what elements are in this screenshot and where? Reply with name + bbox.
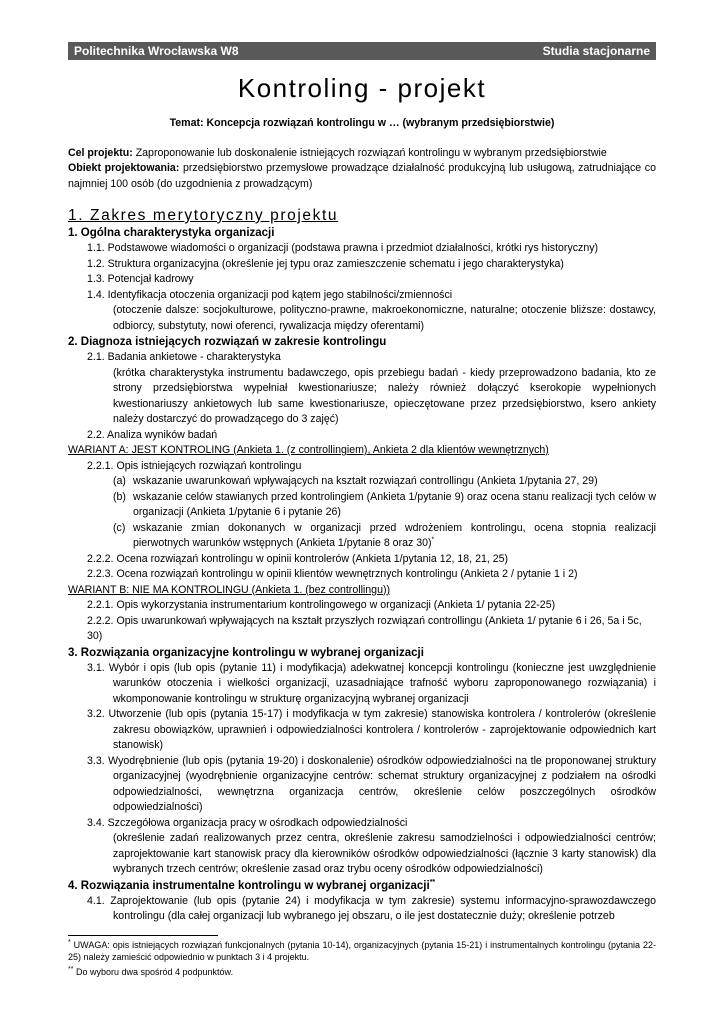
heading-4-text: 4. Rozwiązania instrumentalne kontrolingu w wybranej organizacji [68, 879, 430, 892]
footnote-2-mark: ** [68, 965, 74, 973]
item-1-2: 1.2. Struktura organizacyjna (określenie jej typu oraz zamieszczenie schematu i jego charakterystyka) [87, 257, 564, 270]
footnote-ref-2: ** [429, 878, 436, 886]
item-2-1-details: (krótka charakterystyka instrumentu badawczego, opis przebiegu badań - kiedy przeprowadzono badania, kto ze strony przedsiębiorstwa wypełniał kwestionariusze; należy również dołączyć kserokopie wypełnionych kwestionariuszy ankietowych lub same kwestionariusze, opieczętowane przez przedsiębiorstwo, ksero ankiety należy dostarczyć do prowadzącego do 3 zajęć) [113, 366, 656, 425]
section-title: 1. Zakres merytoryczny projektu [68, 207, 339, 224]
item-2-2: 2.2. Analiza wyników badań [87, 428, 218, 441]
item-b-2-2-2: 2.2.2. Opis uwarunkowań wpływających na kształt przyszłych rozwiązań controllingu (Ankieta 1/ pytanie 6 i 26, 5a i 5c, 30) [87, 614, 642, 642]
variant-b: WARIANT B: NIE MA KONTROLINGU (Ankieta 1. (bez controllingu)) [68, 583, 391, 596]
project-topic: Temat: Koncepcja rozwiązań kontrolingu w … (wybranym przedsiębiorstwie) [169, 117, 555, 129]
item-3-2: 3.2. Utworzenie (lub opis (pytania 15-17) i modyfikacja w tym zakresie) stanowiska kontrolera / kontrolerów (określenie zakresu obowiązków, uprawnień i odpowiedzialności kontrolera / kontrolerów - zaprojektowanie odpowiednich kart stanowisk) [87, 708, 656, 751]
subitem-c-text: wskazanie zmian dokonanych w organizacji przed wdrożeniem kontrolingu, ocena stopnia realizacji pierwotnych warunków wstępnych (Ankieta 1/pytanie 8 oraz 30) [133, 521, 656, 549]
item-1-4-details: (otoczenie dalsze: socjokulturowe, polityczno-prawne, makroekonomiczne, naturalne; otoczenie bliższe: dostawcy, odbiorcy, substytuty, nowi oferenci, rywalizacja między oferentami) [113, 304, 656, 332]
item-3-3: 3.3. Wyodrębnienie (lub opis (pytania 19-20) i doskonalenie) ośrodków odpowiedzialności na tle proponowanej struktury organizacyjnej (wyodrębnienie organizacyjne centrów: schemat struktury organizacyjnej z podziałem na ośrodki odpowiedzialności, wewnętrzna organizacja centrów, określenie celów poszczególnych ośrodków odpowiedzialności) [87, 754, 656, 813]
item-4-1: 4.1. Zaprojektowanie (lub opis (pytanie 24) i modyfikacja w tym zakresie) systemu informacyjno-sprawozdawczego kontrolingu (dla całej organizacji lub wybranego jej obszaru, o ile jest dostatecznie duży; określenie potrzeb [87, 894, 656, 922]
footnote-ref-1: * [431, 536, 435, 544]
footnote-separator [68, 935, 218, 936]
footnote-1 [68, 939, 656, 963]
header-bar [68, 42, 656, 60]
document-title: Kontroling - projekt [237, 73, 487, 103]
subitem-a-text: wskazanie uwarunkowań wpływających na kształt rozwiązań controllingu (Ankieta 1/pytania 27, 29) [133, 475, 598, 487]
heading-4 [68, 878, 656, 894]
goal-text: Zaproponowanie lub doskonalenie istniejących rozwiązań kontrolingu w wybranym przedsiębiorstwie [132, 146, 607, 159]
header-study-mode: Studia stacjonarne [542, 44, 650, 58]
item-1-3: 1.3. Potencjał kadrowy [87, 273, 194, 285]
item-b-2-2-1: 2.2.1. Opis wykorzystania instrumentarium kontrolingowego w organizacji (Ankieta 1/ pytania 22-25) [87, 599, 556, 611]
subitem-a: (a) wskazanie uwarunkowań wpływających na kształt rozwiązań controllingu (Ankieta 1/pytania 27, 29) [68, 474, 656, 490]
footnote-2-text: Do wyboru dwa spośród 4 podpunktów. [75, 966, 234, 977]
object-label: Obiekt projektowania: [68, 162, 180, 174]
item-3-4-details: (określenie zadań realizowanych przez centra, określenie zakresu samodzielności i odpowiedzialności centrów; zaprojektowanie kart stanowisk pracy dla kierowników ośrodków odpowiedzialności (łącznie 3 karty stanowisk) dla wybranych trzech centrów; określenie zasad oraz trybu oceny ośrodków odpowiedzialności) [113, 832, 656, 875]
goal-label: Cel projektu: [68, 146, 133, 159]
item-3-4: 3.4. Szczegółowa organizacja pracy w ośrodkach odpowiedzialności [87, 816, 408, 829]
subitem-c: (c) wskazanie zmian dokonanych w organizacji przed wdrożeniem kontrolingu, ocena stopnia realizacji pierwotnych warunków wstępnych (Ankieta 1/pytanie 8 oraz 30)* [113, 521, 656, 549]
heading-3: 3. Rozwiązania organizacyjne kontrolingu w wybranej organizacji [68, 646, 424, 659]
item-a-2-2-1: 2.2.1. Opis istniejących rozwiązań kontrolingu [87, 459, 302, 472]
item-a-2-2-3: 2.2.3. Ocena rozwiązań kontrolingu w opinii klientów wewnętrznych kontrolingu (Ankieta 2 / pytanie 1 i 2) [87, 568, 578, 580]
item-a-2-2-2: 2.2.2. Ocena rozwiązań kontrolingu w opinii kontrolerów (Ankieta 1/pytania 12, 18, 21, 25) [87, 552, 509, 565]
object-text: przedsiębiorstwo przemysłowe prowadzące działalność produkcyjną lub usługową, zatrudniające co najmniej 100 osób (do uzgodnienia z prowadzącym) [68, 162, 656, 190]
project-goal [68, 146, 656, 193]
item-1-1: 1.1. Podstawowe wiadomości o organizacji (podstawa prawna i przedmiot działalności, krótki rys historyczny) [87, 242, 599, 254]
item-2-1: 2.1. Badania ankietowe - charakterystyka [87, 351, 281, 363]
subitem-b-text: wskazanie celów stawianych przed kontrolingiem (Ankieta 1/pytanie 9) oraz ocena stanu realizacji tych celów w organizacji (Ankieta 1/pytanie 6 i pytanie 26) [133, 490, 656, 518]
heading-2: 2. Diagnoza istniejących rozwiązań w zakresie kontrolingu [68, 336, 387, 348]
item-1-4: 1.4. Identyfikacja otoczenia organizacji pod kątem jego stabilności/zmienności [87, 288, 453, 301]
document-page [68, 42, 656, 978]
footnote-1-mark: * [68, 938, 71, 946]
item-3-1: 3.1. Wybór i opis (lub opis (pytanie 11) i modyfikacja) adekwatnej koncepcji kontrolingu (konieczne jest uwzględnienie warunków otoczenia i wielkości organizacji, uzasadniające trafność wyboru zaproponowanego rozwiązania) i wkomponowanie kontrolingu w strukturę organizacyjną wybranej organizacji [87, 661, 656, 705]
footnote-2 [68, 966, 656, 978]
subitem-b: (b) wskazanie celów stawianych przed kontrolingiem (Ankieta 1/pytanie 9) oraz ocena stanu realizacji tych celów w organizacji (Ankieta 1/pytanie 6 i pytanie 26) [68, 490, 656, 521]
header-university: Politechnika Wrocławska W8 [74, 44, 239, 58]
footnote-1-text: UWAGA: opis istniejących rozwiązań funkcjonalnych (pytania 10-14), organizacyjnych (pytania 15-21) i instrumentalnych kontrolingu (pytania 22-25) należy zamieścić odpowiednio w punktach 3 i 4 projektu. [68, 939, 656, 962]
variant-a: WARIANT A: JEST KONTROLING (Ankieta 1. (z controllingiem), Ankieta 2 dla klientów wewnętrznych) [68, 444, 549, 456]
heading-1: 1. Ogólna charakterystyka organizacji [68, 227, 275, 239]
